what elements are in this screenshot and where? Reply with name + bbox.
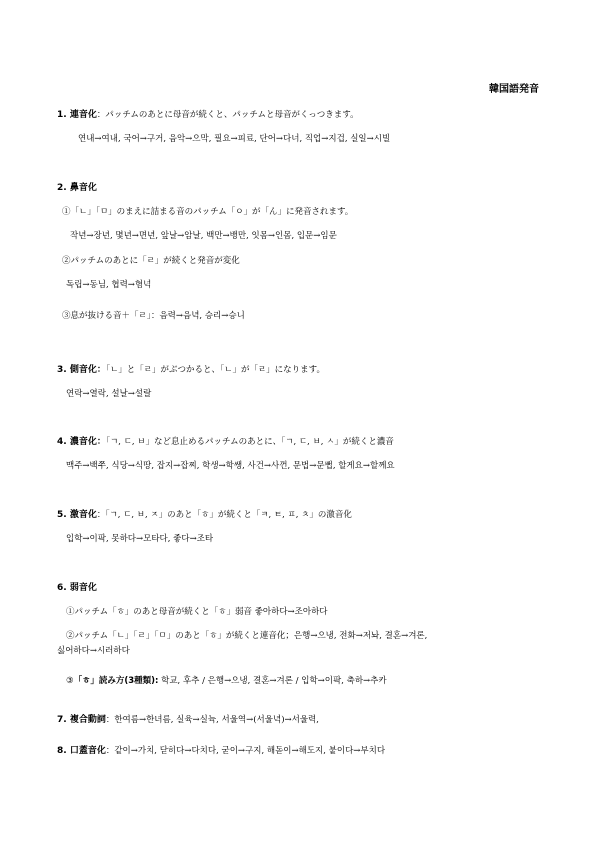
section-7-description: ：한여름→한녀름, 실육→실뉵, 서울역→(서울녁)→서울력, [105,715,319,725]
section-6-sub3-number: ③ [66,676,74,686]
section-6-subheading-2: ②パッチム「ㄴ」「ㄹ」「ㅁ」のあと「ㅎ」が続くと連音化；은행→으냉, 전화→저놔, 결혼→겨론, [66,631,428,641]
section-1-heading: 1. 連音化 [57,110,97,120]
section-2-examples-2: 독립→동님, 협력→혐넉 [66,280,152,290]
section-6-subheading-2-cont: 싫어하다→시러하다 [57,646,130,656]
section-6-sub3-label: 「ㅎ」読み方(3種類): [73,676,159,686]
section-8-line [57,745,385,757]
section-6-subheading-3-line [66,675,387,687]
section-5-examples: 입학→이팍, 못하다→모타다, 좋다→조타 [66,534,214,544]
section-1-heading-line [57,109,359,121]
page-title: 韓国語発音 [489,84,539,95]
section-7-heading: 7. 複合動詞 [57,715,106,725]
section-8-heading: 8. 口蓋音化 [57,746,106,756]
section-2-examples-1: 작년→장년, 몇년→면년, 앞날→암날, 백만→뱅만, 잇몸→인몸, 입문→임문 [70,231,337,241]
section-2-subheading-1: ①「ㄴ」「ㅁ」のまえに詰まる音のパッチム「ㅇ」が「ん」に発音されます。 [62,207,354,217]
section-3-examples: 연락→열락, 설날→설랄 [66,389,152,399]
section-4-examples: 맥주→백쭈, 식당→식땅, 잡지→잡찌, 학생→학쌩, 사건→사껀, 문법→문뻡, 할게요→할께요 [66,461,395,471]
section-3-heading: 3. 側音化： [57,365,106,375]
section-1-examples: 연내→여내, 국어→구거, 음악→으막, 필요→피료, 단어→다너, 직업→지겁, 실일→시빌 [78,134,391,144]
section-5-heading-line [57,509,352,521]
section-6-subheading-1: ①パッチム「ㅎ」のあと母音が続くと「ㅎ」弱音 좋아하다→조아하다 [66,607,328,617]
section-2-subheading-2: ②パッチムのあとに「ㄹ」が続くと発音が変化 [62,256,240,266]
section-7-line [57,714,319,726]
section-4-heading: 4. 濃音化： [57,437,106,447]
section-4-description: 「ㄱ, ㄷ, ㅂ」など息止めるパッチムのあとに、「ㄱ, ㄷ, ㅂ, ㅅ」が続くと濃音 [105,437,394,447]
section-1-description: ：パッチムのあとに母音が続くと、パッチムと母音がくっつきます。 [96,110,359,120]
section-6-sub3-text: 학교, 후추 / 은행→으냉, 결혼→겨론 / 입학→이팍, 축하→추카 [161,676,387,686]
section-3-description: 「ㄴ」と「ㄹ」がぶつかると、「ㄴ」が「ㄹ」になります。 [105,365,325,375]
section-3-heading-line [57,364,325,376]
section-5-heading: 5. 激音化 [57,510,97,520]
section-5-description: ：「ㄱ, ㄷ, ㅂ, ㅈ」のあと「ㅎ」が続くと「ㅋ, ㅌ, ㅍ, ㅊ」の激音化 [96,510,352,520]
section-6-heading: 6. 弱音化 [57,583,97,593]
section-2-heading: 2. 鼻音化 [57,183,97,193]
section-4-heading-line [57,436,394,448]
section-2-subheading-3: ③息が抜ける音＋「ㄹ」：음력→음녁, 승리→승니 [62,311,245,321]
section-8-description: ：같이→가치, 닫히다→다치다, 굳이→구지, 해돋이→해도지, 붙이다→부치다 [105,746,386,756]
